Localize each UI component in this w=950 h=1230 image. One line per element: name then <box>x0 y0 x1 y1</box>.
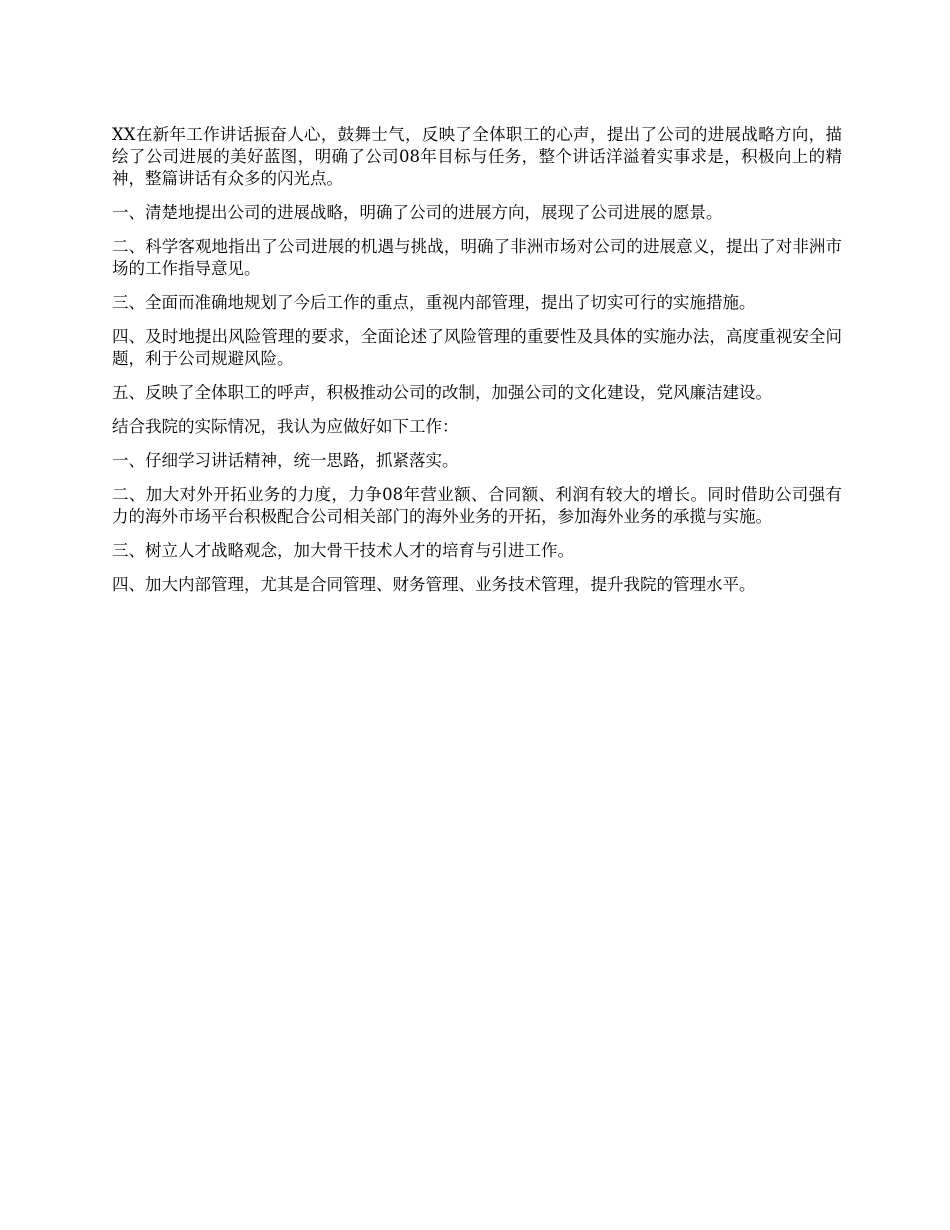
transition-paragraph: 结合我院的实际情况，我认为应做好如下工作： <box>112 417 459 436</box>
task-4-internal-management: 四、加大内部管理，尤其是合同管理、财务管理、业务技术管理，提升我院的管理水平。 <box>112 575 756 594</box>
point-3-priorities: 三、全面而准确地规划了今后工作的重点，重视内部管理，提出了切实可行的实施措施。 <box>112 293 756 312</box>
point-1-strategy: 一、清楚地提出公司的进展战略，明确了公司的进展方向，展现了公司进展的愿景。 <box>112 203 723 222</box>
intro-paragraph: XX在新年工作讲话振奋人心，鼓舞士气，反映了全体职工的心声，提出了公司的进展战略方向，描绘了公司进展的美好蓝图，明确了公司08年目标与任务，整个讲话洋溢着实事求是，积极向上的精神，整篇讲话有众多的闪光点。 <box>112 125 842 188</box>
task-3-talent: 三、树立人才战略观念，加大骨干技术人才的培育与引进工作。 <box>112 541 574 560</box>
point-2-opportunities: 二、科学客观地指出了公司进展的机遇与挑战，明确了非洲市场对公司的进展意义，提出了对非洲市场的工作指导意见。 <box>112 237 842 278</box>
point-5-reform: 五、反映了全体职工的呼声，积极推动公司的改制，加强公司的文化建设，党风廉洁建设。 <box>112 383 772 402</box>
task-1-study: 一、仔细学习讲话精神，统一思路，抓紧落实。 <box>112 451 459 470</box>
document-body <box>112 124 842 608</box>
point-4-risk-management: 四、及时地提出风险管理的要求，全面论述了风险管理的重要性及具体的实施办法，高度重视安全问题，利于公司规避风险。 <box>112 327 842 368</box>
task-2-business-expansion: 二、加大对外开拓业务的力度，力争08年营业额、合同额、利润有较大的增长。同时借助公司强有力的海外市场平台积极配合公司相关部门的海外业务的开拓，参加海外业务的承揽与实施。 <box>112 485 842 526</box>
